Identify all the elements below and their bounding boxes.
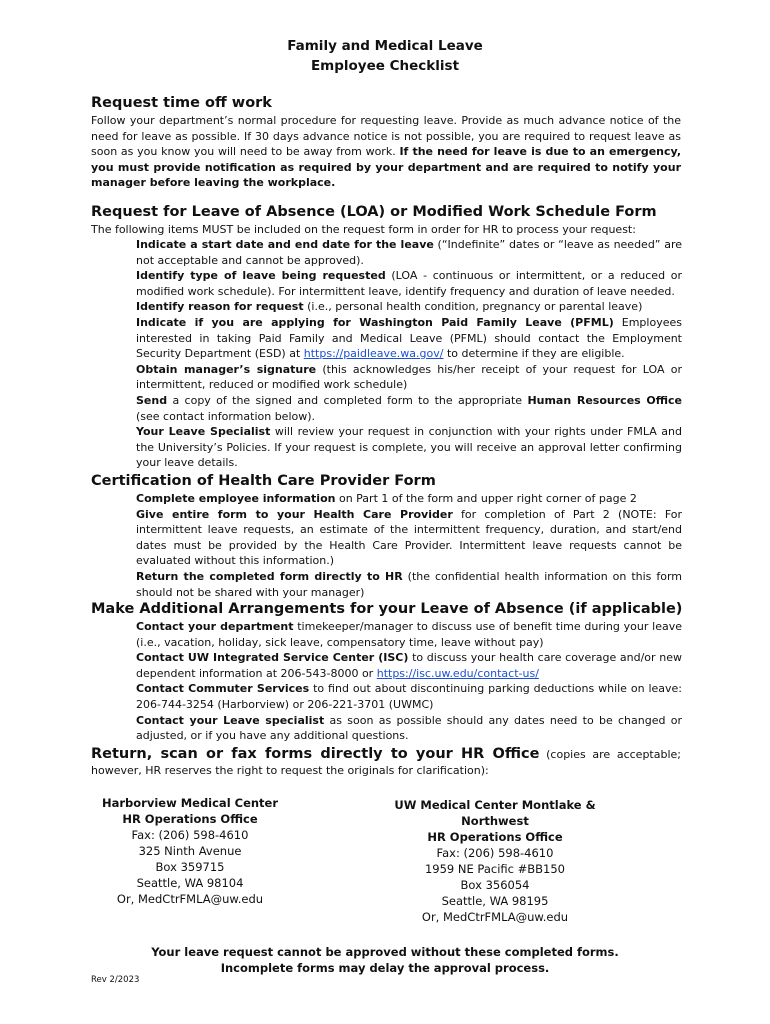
list-item [112,713,682,744]
office-street: 325 Ninth Avenue [138,844,242,858]
request-time-off-body: Follow your department’s normal procedure for requesting leave. Provide as much advance notice of the need for leave as possible. If 30 days advance notice is not possible, you are required to request leave as soon as you know you will need to be away from work. [91,114,681,159]
request-time-off-text [91,113,681,191]
return-note: (copies are acceptable; however, HR reserves the right to request the originals for clarification): [91,748,681,777]
office-fax: Fax: (206) 598-4610 [131,828,249,842]
list-item [112,491,682,507]
office-email: Or, MedCtrFMLA@uw.edu [116,892,264,906]
office-email: Or, MedCtrFMLA@uw.edu [421,910,569,924]
emergency-notice: If the need for leave is due to an emergency, you must provide notification as required by your department and are required to notify your manager before leaving the workplace. [91,145,682,190]
office-harborview [95,795,285,907]
item-text: (the confidential health information on this form should not be shared with your manager) [136,569,682,599]
item-bold: Indicate a start date and end date for the leave [136,238,434,251]
loa-checklist [112,237,682,471]
item-text: Employees interested in taking Paid Family and Medical Leave (PFML) should contact the Employment Security Department (ESD) at [136,315,682,361]
section-heading-return: Return, scan or fax forms directly to your HR Office [91,746,540,762]
list-item [112,424,682,471]
item-bold: Give entire form to your Health Care Provider [136,507,453,521]
office-box: Box 359715 [155,860,225,874]
list-item [112,299,682,315]
item-bold: Complete employee information [136,492,336,505]
item-text: a copy of the signed and completed form to the appropriate [167,393,528,407]
item-text-after: to find out about discontinuing parking deductions while on leave: 206-744-3254 (Harborview) or 206-221-3701 (UWMC) [136,682,683,711]
list-item [112,650,682,712]
item-text: (this acknowledges his/her receipt of your request for LOA or intermittent, reduced or modified work schedule) [136,362,682,392]
office-fax: Fax: (206) 598-4610 [436,846,554,860]
return-instructions [91,746,681,779]
item-text-after: (see contact information below). [136,409,316,423]
item-bold: Return the completed form directly to HR [136,569,403,583]
item-bold: Contact your department [136,620,294,633]
list-item [112,315,682,362]
item-bold-2: Human Resources Office [527,393,682,407]
office-city: Seattle, WA 98195 [441,894,549,908]
item-text: (“Indefinite” dates or “leave as needed” are not acceptable and cannot be approved). [136,238,682,267]
list-item [112,393,682,424]
document-title: Family and Medical Leave [287,38,483,54]
document-subtitle: Employee Checklist [310,58,460,74]
list-item [112,619,682,650]
item-bold-2: Contact Commuter Services [136,682,310,696]
footer-warning-1: Your leave request cannot be approved without these completed forms. [151,945,619,959]
item-bold: Send [136,393,168,407]
item-text: on Part 1 of the form and upper right corner of page 2 [335,492,637,505]
item-bold: Indicate if you are applying for Washington Paid Family Leave (PFML) [136,315,614,329]
isc-contact-link[interactable]: https://isc.uw.edu/contact-us/ [376,666,539,680]
list-item [112,569,682,600]
list-item [112,237,682,268]
item-text: for completion of Part 2 (NOTE: For intermittent leave requests, an estimate of the intermittent frequency, duration, and start/end dates must be provided by the Health Care Provider. Intermittent leave requests cannot be evaluated without this information.) [136,507,683,568]
revision-date: Rev 2/2023 [91,975,140,985]
arrangements-checklist [112,619,682,744]
item-bold: Contact your Leave specialist [136,713,325,727]
item-text: will review your request in conjunction with your rights under FMLA and the University’s Policies. If your request is complete, you will receive an approval letter confirming your leave details. [136,425,682,470]
item-bold: Identify type of leave being requested [136,269,386,283]
item-bold: Identify reason for request [136,300,304,314]
list-item [112,507,682,569]
office-name: Harborview Medical Center [101,796,279,810]
loa-intro: The following items MUST be included on the request form in order for HR to process your request: [91,223,636,236]
office-dept: HR Operations Office [427,830,563,844]
certification-checklist [112,491,682,600]
paidleave-link[interactable]: https://paidleave.wa.gov/ [303,347,444,361]
item-bold: Contact UW Integrated Service Center (ISC) [136,651,409,665]
item-text: as soon as possible should any dates need to be changed or adjusted, or if you have any additional questions. [136,713,682,743]
section-heading-certification: Certification of Health Care Provider Form [91,473,436,489]
office-street: 1959 NE Pacific #BB150 [424,862,566,876]
section-heading-request-time-off: Request time off work [91,95,272,111]
section-heading-arrangements: Make Additional Arrangements for your Leave of Absence (if applicable) [91,601,683,617]
item-text-after: to determine if they are eligible. [443,347,625,361]
office-uwmc [360,797,630,925]
item-text: to discuss your health care coverage and/or new dependent information at 206-543-8000 or [136,651,682,680]
item-text: (i.e., personal health condition, pregnancy or parental leave) [303,300,643,314]
office-box: Box 356054 [460,878,530,892]
item-bold: Your Leave Specialist [136,425,271,439]
item-text: (LOA - continuous or intermittent, or a reduced or modified work schedule). For intermittent leave, identify frequency and duration of leave needed. [136,269,682,298]
footer-warning-2: Incomplete forms may delay the approval process. [220,961,550,975]
section-heading-loa-form: Request for Leave of Absence (LOA) or Modified Work Schedule Form [91,204,657,220]
office-name: UW Medical Center Montlake & Northwest [394,798,596,828]
office-dept: HR Operations Office [122,812,258,826]
office-city: Seattle, WA 98104 [136,876,244,890]
item-text: timekeeper/manager to discuss use of benefit time during your leave (i.e., vacation, holiday, sick leave, compensatory time, leave without pay) [136,620,683,649]
list-item [112,268,682,299]
item-bold: Obtain manager’s signature [136,362,317,376]
list-item [112,362,682,393]
